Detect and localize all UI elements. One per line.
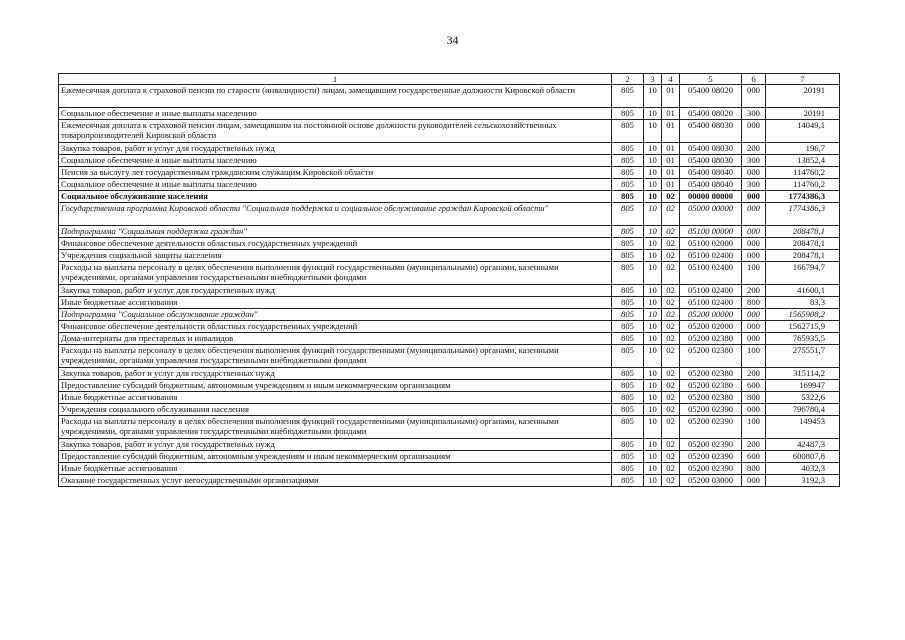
header-cell: 1 (59, 74, 612, 85)
admin-code: 805 (612, 321, 644, 333)
amount: 169947 (766, 380, 840, 392)
section-code: 10 (644, 143, 662, 155)
amount: 1774386,3 (766, 203, 840, 226)
amount: 3192,3 (766, 475, 840, 487)
table-row (59, 226, 840, 238)
expense-type-code: 300 (742, 179, 766, 191)
amount: 42487,3 (766, 439, 840, 451)
header-row (59, 74, 840, 85)
expense-type-code: 100 (742, 262, 766, 285)
amount: 114760,2 (766, 179, 840, 191)
amount: 5322,6 (766, 392, 840, 404)
subsection-code: 02 (662, 321, 680, 333)
subsection-code: 02 (662, 285, 680, 297)
amount: 114760,2 (766, 167, 840, 179)
table-row (59, 143, 840, 155)
row-name: Иные бюджетные ассигнования (59, 392, 612, 404)
row-name: Расходы на выплаты персоналу в целях обеспечения выполнения функций государственными (муниципальными) органами, казенными учреждениями, органами управления государственными внебюджетными фондами (59, 262, 612, 285)
admin-code: 805 (612, 250, 644, 262)
table-row (59, 345, 840, 368)
subsection-code: 02 (662, 333, 680, 345)
table-row (59, 439, 840, 451)
section-code: 10 (644, 179, 662, 191)
target-item-code: 05200 02390 (680, 439, 742, 451)
expense-type-code: 800 (742, 297, 766, 309)
section-code: 10 (644, 416, 662, 439)
header-cell: 7 (766, 74, 840, 85)
target-item-code: 05200 00000 (680, 309, 742, 321)
section-code: 10 (644, 463, 662, 475)
row-name: Дома-интернаты для престарелых и инвалидов (59, 333, 612, 345)
amount: 196,7 (766, 143, 840, 155)
admin-code: 805 (612, 238, 644, 250)
expense-type-code: 600 (742, 380, 766, 392)
target-item-code: 05200 02380 (680, 345, 742, 368)
table-row (59, 85, 840, 108)
table-row (59, 250, 840, 262)
section-code: 10 (644, 226, 662, 238)
target-item-code: 05400 08030 (680, 143, 742, 155)
header-cell: 2 (612, 74, 644, 85)
section-code: 10 (644, 85, 662, 108)
target-item-code: 05200 02390 (680, 404, 742, 416)
subsection-code: 02 (662, 475, 680, 487)
target-item-code: 05100 02400 (680, 285, 742, 297)
table-row (59, 404, 840, 416)
section-code: 10 (644, 404, 662, 416)
section-code: 10 (644, 451, 662, 463)
target-item-code: 05100 02000 (680, 238, 742, 250)
table-row (59, 238, 840, 250)
admin-code: 805 (612, 368, 644, 380)
table-row (59, 309, 840, 321)
section-code: 10 (644, 167, 662, 179)
row-name: Пенсия за выслугу лет государственным гражданским служащим Кировской области (59, 167, 612, 179)
section-code: 10 (644, 439, 662, 451)
subsection-code: 02 (662, 404, 680, 416)
subsection-code: 02 (662, 250, 680, 262)
row-name: Подпрограмма "Социальное обслуживание граждан" (59, 309, 612, 321)
amount: 20191 (766, 85, 840, 108)
page-number: 34 (446, 33, 459, 47)
table-row (59, 451, 840, 463)
section-code: 10 (644, 475, 662, 487)
target-item-code: 05200 02380 (680, 380, 742, 392)
expense-type-code: 200 (742, 143, 766, 155)
row-name: Закупка товаров, работ и услуг для государственных нужд (59, 439, 612, 451)
section-code: 10 (644, 262, 662, 285)
subsection-code: 02 (662, 451, 680, 463)
amount: 796780,4 (766, 404, 840, 416)
target-item-code: 05200 02390 (680, 416, 742, 439)
expense-type-code: 000 (742, 191, 766, 203)
row-name: Оказание государственных услуг негосударственными организациями (59, 475, 612, 487)
section-code: 10 (644, 297, 662, 309)
row-name: Ежемесячная доплата к страховой пенсии лицам, замещавшим на постоянной основе должности руководителей сельскохозяйственных товаропроизводителей Кировской области (59, 120, 612, 143)
amount: 600807,8 (766, 451, 840, 463)
expense-type-code: 800 (742, 392, 766, 404)
row-name: Учреждения социального обслуживания населения (59, 404, 612, 416)
target-item-code: 00000 00000 (680, 191, 742, 203)
admin-code: 805 (612, 262, 644, 285)
row-name: Закупка товаров, работ и услуг для государственных нужд (59, 368, 612, 380)
section-code: 10 (644, 321, 662, 333)
subsection-code: 01 (662, 120, 680, 143)
subsection-code: 01 (662, 155, 680, 167)
subsection-code: 02 (662, 262, 680, 285)
subsection-code: 01 (662, 179, 680, 191)
row-name: Предоставление субсидий бюджетным, автономным учреждениям и иным некоммерческим организациям (59, 451, 612, 463)
expense-type-code: 600 (742, 451, 766, 463)
section-code: 10 (644, 285, 662, 297)
table-row (59, 167, 840, 179)
target-item-code: 05200 02390 (680, 451, 742, 463)
subsection-code: 01 (662, 85, 680, 108)
row-name: Расходы на выплаты персоналу в целях обеспечения выполнения функций государственными (муниципальными) органами, казенными учреждениями, органами управления государственными внебюджетными фондами (59, 416, 612, 439)
amount: 1565908,2 (766, 309, 840, 321)
amount: 41600,1 (766, 285, 840, 297)
admin-code: 805 (612, 179, 644, 191)
amount: 83,3 (766, 297, 840, 309)
target-item-code: 05100 02400 (680, 250, 742, 262)
header-cell: 4 (662, 74, 680, 85)
section-code: 10 (644, 155, 662, 167)
subsection-code: 02 (662, 297, 680, 309)
admin-code: 805 (612, 309, 644, 321)
admin-code: 805 (612, 451, 644, 463)
amount: 1774386,3 (766, 191, 840, 203)
table-row (59, 120, 840, 143)
target-item-code: 05100 02400 (680, 297, 742, 309)
target-item-code: 05200 03000 (680, 475, 742, 487)
section-code: 10 (644, 108, 662, 120)
expense-type-code: 000 (742, 85, 766, 108)
admin-code: 805 (612, 475, 644, 487)
row-name: Социальное обеспечение и иные выплаты населению (59, 108, 612, 120)
target-item-code: 05200 02380 (680, 368, 742, 380)
row-name: Иные бюджетные ассигнования (59, 297, 612, 309)
row-name: Предоставление субсидий бюджетным, автономным учреждениям и иным некоммерческим организациям (59, 380, 612, 392)
expense-type-code: 000 (742, 167, 766, 179)
section-code: 10 (644, 368, 662, 380)
amount: 275551,7 (766, 345, 840, 368)
row-name: Ежемесячная доплата к страховой пенсии по старости (инвалидности) лицам, замещавшим государственные должности Кировской области (59, 85, 612, 108)
subsection-code: 02 (662, 439, 680, 451)
admin-code: 805 (612, 143, 644, 155)
admin-code: 805 (612, 167, 644, 179)
row-name: Социальное обслуживание населения (59, 191, 612, 203)
target-item-code: 05200 02000 (680, 321, 742, 333)
expense-type-code: 000 (742, 475, 766, 487)
expense-type-code: 100 (742, 416, 766, 439)
header-cell: 3 (644, 74, 662, 85)
amount: 20191 (766, 108, 840, 120)
header-cell: 5 (680, 74, 742, 85)
expense-type-code: 000 (742, 309, 766, 321)
table-row (59, 333, 840, 345)
subsection-code: 02 (662, 380, 680, 392)
admin-code: 805 (612, 439, 644, 451)
section-code: 10 (644, 191, 662, 203)
row-name: Финансовое обеспечение деятельности областных государственных учреждений (59, 321, 612, 333)
table-row (59, 285, 840, 297)
expense-type-code: 000 (742, 321, 766, 333)
subsection-code: 02 (662, 309, 680, 321)
table-row (59, 392, 840, 404)
row-name: Социальное обеспечение и иные выплаты населению (59, 179, 612, 191)
amount: 166794,7 (766, 262, 840, 285)
target-item-code: 05400 08020 (680, 108, 742, 120)
subsection-code: 02 (662, 238, 680, 250)
subsection-code: 01 (662, 167, 680, 179)
admin-code: 805 (612, 416, 644, 439)
table-body (59, 74, 840, 487)
subsection-code: 01 (662, 143, 680, 155)
section-code: 10 (644, 333, 662, 345)
admin-code: 805 (612, 463, 644, 475)
expense-type-code: 000 (742, 250, 766, 262)
subsection-code: 02 (662, 203, 680, 226)
expense-type-code: 800 (742, 463, 766, 475)
expense-type-code: 100 (742, 345, 766, 368)
admin-code: 805 (612, 203, 644, 226)
expense-type-code: 300 (742, 108, 766, 120)
amount: 4032,3 (766, 463, 840, 475)
target-item-code: 05200 02390 (680, 463, 742, 475)
expense-type-code: 000 (742, 404, 766, 416)
table-row (59, 262, 840, 285)
table-row (59, 368, 840, 380)
row-name: Закупка товаров, работ и услуг для государственных нужд (59, 285, 612, 297)
admin-code: 805 (612, 155, 644, 167)
subsection-code: 02 (662, 191, 680, 203)
target-item-code: 05400 08040 (680, 167, 742, 179)
subsection-code: 02 (662, 226, 680, 238)
row-name: Государственная программа Кировской области "Социальная поддержка и социальное обслуживание граждан Кировской области" (59, 203, 612, 226)
target-item-code: 05200 02380 (680, 392, 742, 404)
amount: 208478,1 (766, 238, 840, 250)
admin-code: 805 (612, 345, 644, 368)
admin-code: 805 (612, 333, 644, 345)
expense-type-code: 000 (742, 333, 766, 345)
row-name: Закупка товаров, работ и услуг для государственных нужд (59, 143, 612, 155)
section-code: 10 (644, 203, 662, 226)
admin-code: 805 (612, 120, 644, 143)
target-item-code: 05100 00000 (680, 226, 742, 238)
section-code: 10 (644, 309, 662, 321)
header-cell: 6 (742, 74, 766, 85)
row-name: Учреждения социальной защиты населения (59, 250, 612, 262)
admin-code: 805 (612, 85, 644, 108)
expense-type-code: 000 (742, 203, 766, 226)
table-row (59, 475, 840, 487)
table-row (59, 321, 840, 333)
subsection-code: 01 (662, 108, 680, 120)
expense-type-code: 300 (742, 155, 766, 167)
admin-code: 805 (612, 404, 644, 416)
section-code: 10 (644, 380, 662, 392)
amount: 315114,2 (766, 368, 840, 380)
section-code: 10 (644, 345, 662, 368)
expense-type-code: 200 (742, 285, 766, 297)
admin-code: 805 (612, 226, 644, 238)
amount: 1562715,9 (766, 321, 840, 333)
subsection-code: 02 (662, 368, 680, 380)
target-item-code: 05200 02380 (680, 333, 742, 345)
target-item-code: 05100 02400 (680, 262, 742, 285)
table-row (59, 297, 840, 309)
section-code: 10 (644, 238, 662, 250)
amount: 14049,1 (766, 120, 840, 143)
table-row (59, 155, 840, 167)
target-item-code: 05400 08020 (680, 85, 742, 108)
section-code: 10 (644, 250, 662, 262)
table-row (59, 191, 840, 203)
amount: 208478,1 (766, 250, 840, 262)
table-row (59, 203, 840, 226)
subsection-code: 02 (662, 463, 680, 475)
subsection-code: 02 (662, 392, 680, 404)
table-row (59, 108, 840, 120)
admin-code: 805 (612, 297, 644, 309)
row-name: Финансовое обеспечение деятельности областных государственных учреждений (59, 238, 612, 250)
target-item-code: 05400 08030 (680, 120, 742, 143)
admin-code: 805 (612, 392, 644, 404)
section-code: 10 (644, 392, 662, 404)
subsection-code: 02 (662, 345, 680, 368)
admin-code: 805 (612, 380, 644, 392)
table-row (59, 463, 840, 475)
row-name: Социальное обеспечение и иные выплаты населению (59, 155, 612, 167)
admin-code: 805 (612, 191, 644, 203)
expense-type-code: 200 (742, 368, 766, 380)
target-item-code: 05400 08040 (680, 179, 742, 191)
budget-table (58, 73, 840, 487)
row-name: Расходы на выплаты персоналу в целях обеспечения выполнения функций государственными (муниципальными) органами, казенными учреждениями, органами управления государственными внебюджетными фондами (59, 345, 612, 368)
expense-type-code: 000 (742, 120, 766, 143)
amount: 765935,5 (766, 333, 840, 345)
target-item-code: 05000 00000 (680, 203, 742, 226)
amount: 13852,4 (766, 155, 840, 167)
amount: 149453 (766, 416, 840, 439)
table-row (59, 179, 840, 191)
admin-code: 805 (612, 285, 644, 297)
amount: 208478,1 (766, 226, 840, 238)
section-code: 10 (644, 120, 662, 143)
expense-type-code: 000 (742, 238, 766, 250)
target-item-code: 05400 08030 (680, 155, 742, 167)
expense-type-code: 200 (742, 439, 766, 451)
row-name: Подпрограмма "Социальная поддержка граждан" (59, 226, 612, 238)
table-row (59, 416, 840, 439)
table-row (59, 380, 840, 392)
admin-code: 805 (612, 108, 644, 120)
expense-type-code: 000 (742, 226, 766, 238)
subsection-code: 02 (662, 416, 680, 439)
row-name: Иные бюджетные ассигнования (59, 463, 612, 475)
